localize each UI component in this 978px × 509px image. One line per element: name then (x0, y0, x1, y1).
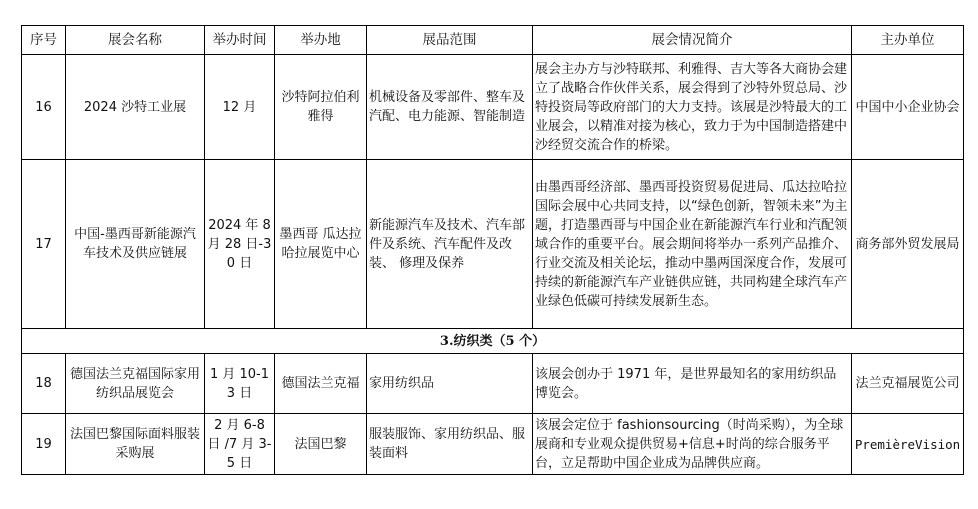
cell-intro: 该展会创办于 1971 年，是世界最知名的家用纺织品博览会。 (533, 354, 852, 414)
cell-time: 2024 年 8 月 28 日-30 日 (205, 160, 275, 329)
cell-scope: 新能源汽车及技术、汽车部件及系统、汽车配件及改装、 修理及保养 (367, 160, 533, 329)
header-time: 举办时间 (205, 26, 275, 55)
cell-time: 2 月 6-8 日 /7 月 3-5 日 (205, 414, 275, 475)
cell-expo-name: 中国-墨西哥新能源汽车技术及供应链展 (66, 160, 205, 329)
section-row (22, 329, 964, 354)
cell-expo-name: 2024 沙特工业展 (66, 55, 205, 160)
cell-organizer: 中国中小企业协会 (852, 55, 964, 160)
cell-scope: 机械设备及零部件、整车及汽配、电力能源、智能制造 (367, 55, 533, 160)
cell-place: 沙特阿拉伯利雅得 (275, 55, 367, 160)
table-row (22, 55, 964, 160)
header-expo-name: 展会名称 (66, 26, 205, 55)
cell-place: 法国巴黎 (275, 414, 367, 475)
cell-number: 19 (22, 414, 66, 475)
cell-number: 17 (22, 160, 66, 329)
header-place: 举办地 (275, 26, 367, 55)
cell-time: 12 月 (205, 55, 275, 160)
cell-scope: 服装服饰、家用纺织品、服装面料 (367, 414, 533, 475)
section-title: 3.纺织类（5 个） (22, 329, 964, 354)
cell-number: 18 (22, 354, 66, 414)
cell-place: 德国法兰克福 (275, 354, 367, 414)
cell-intro: 该展会定位于 fashionsourcing（时尚采购），为全球展商和专业观众提供贸易+信息+时尚的综合服务平台，立足帮助中国企业成为品牌供应商。 (533, 414, 852, 475)
cell-expo-name: 法国巴黎国际面料服装采购展 (66, 414, 205, 475)
cell-organizer: 商务部外贸发展局 (852, 160, 964, 329)
table-row (22, 414, 964, 475)
header-row (22, 26, 964, 55)
cell-expo-name: 德国法兰克福国际家用纺织品展览会 (66, 354, 205, 414)
cell-intro: 由墨西哥经济部、墨西哥投资贸易促进局、瓜达拉哈拉国际会展中心共同支持，以“绿色创新，智领未来”为主题，打造墨西哥与中国企业在新能源汽车行业和汽配领域合作的重要平台。展会期间将举办一系列产品推介、行业交流及相关论坛，推动中墨两国深度合作，发展可持续的新能源汽车产业链供应链，共同构建全球汽车产业绿色低碳可持续发展新生态。 (533, 160, 852, 329)
header-intro: 展会情况简介 (533, 26, 852, 55)
table-row (22, 160, 964, 329)
cell-organizer: 法兰克福展览公司 (852, 354, 964, 414)
cell-intro: 展会主办方与沙特联邦、利雅得、吉大等各大商协会建立了战略合作伙伴关系，展会得到了沙特外贸总局、沙特投资局等政府部门的大力支持。该展是沙特最大的工业展会，以精准对接为核心，致力于为中国制造搭建中沙经贸交流合作的桥梁。 (533, 55, 852, 160)
cell-time: 1 月 10-13 日 (205, 354, 275, 414)
header-organizer: 主办单位 (852, 26, 964, 55)
exhibition-table (21, 25, 964, 475)
cell-scope: 家用纺织品 (367, 354, 533, 414)
table-row (22, 354, 964, 414)
cell-organizer: PremièreVision (852, 414, 964, 475)
cell-place: 墨西哥 瓜达拉哈拉展览中心 (275, 160, 367, 329)
cell-number: 16 (22, 55, 66, 160)
header-number: 序号 (22, 26, 66, 55)
header-scope: 展品范围 (367, 26, 533, 55)
